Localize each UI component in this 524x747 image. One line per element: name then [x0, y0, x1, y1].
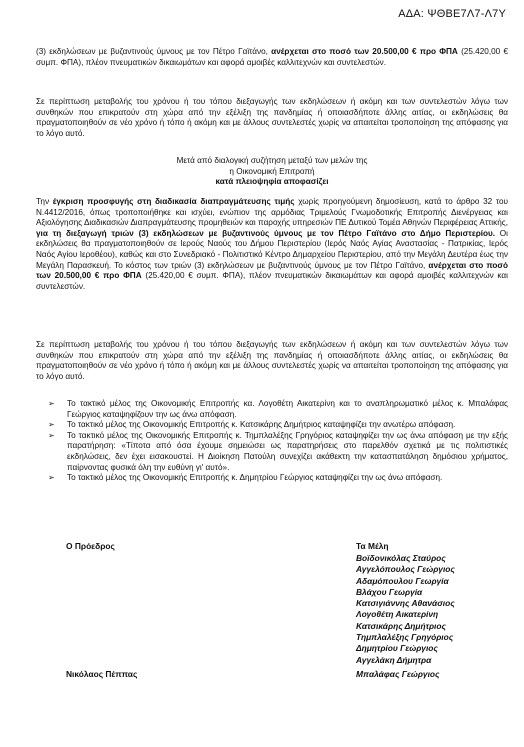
vote-bullet-list — [36, 399, 508, 484]
member-name: Λογοθέτη Αικατερίνη — [356, 609, 439, 620]
list-item — [36, 431, 508, 473]
member-name: Τημπλαλέξης Γρηγόριος — [356, 632, 454, 643]
list-item — [36, 399, 508, 420]
decision-line: η Οικονομική Επιτροπή — [229, 166, 315, 176]
paragraph-text: (25.420,00 € συμπ. ΦΠΑ), πλέον πνευματικών δικαιωμάτων και αφορά αμοιβές καλλιτεχνών και συντελεστών. — [36, 47, 508, 67]
president-title: Ο Πρόεδρος — [66, 541, 115, 551]
list-item — [36, 473, 508, 484]
member-name: Αγγελάκη Δήμητρα — [356, 654, 432, 665]
list-item-text: Το τακτικό μέλος της Οικονομικής Επιτροπής κ. Κατσικάρης Δημήτριος καταψηφίζει την ανωτέρω απόφαση. — [67, 420, 456, 430]
paragraph-approval — [36, 197, 508, 292]
arrow-bullet-icon: ➢ — [48, 420, 55, 430]
paragraph-cost-summary — [36, 47, 508, 68]
ada-code: ΑΔΑ: ΨΘΒΕ7Λ7-Λ7Υ — [398, 8, 506, 20]
list-item-text: Το τακτικό μέλος της Οικονομικής Επιτροπής κ. Δημητρίου Γεώργιος καταψηφίζει την ως άνω απόφαση. — [67, 473, 443, 483]
paragraph-text: Την — [36, 197, 53, 206]
member-name: Αδαμόπουλου Γεωργία — [356, 575, 449, 586]
member-name: Δημητρίου Γεώργιος — [356, 643, 438, 654]
members-title: Τα Μέλη — [356, 541, 389, 551]
decision-line: Μετά από διαλογική συζήτηση μεταξύ των μελών της — [176, 156, 368, 165]
paragraph-change-clause-2: Σε περίπτωση μεταβολής του χρόνου ή του τόπου διεξαγωγής των εκδηλώσεων ή ακόμη και των συντελεστών λόγω των συνθηκών που επικρατούν στη χώρα από την εξέλιξη της πανδημίας ή οποιασδήποτε άλλης αιτίας, οι εκδηλώσεις θα πραγματοποιηθούν σε νέο χρόνο ή τόπο ή ακόμη και με άλλους συντελεστές χωρίς να απαιτείται τροποποίηση της απόφασης για το λόγο αυτό. — [36, 340, 508, 381]
paragraph-bold-amount: ανέρχεται στο ποσό των 20.500,00 € προ ΦΠΑ — [36, 260, 508, 281]
paragraph-bold: έγκριση προσφυγής στη διαδικασία διαπραγμάτευσης τιμής — [52, 197, 295, 206]
member-name: Βοϊδονικόλας Σταύρος — [356, 553, 446, 563]
paragraph-change-clause: Σε περίπτωση μεταβολής του χρόνου ή του τόπου διεξαγωγής των εκδηλώσεων ή ακόμη και των συντελεστών λόγω των συνθηκών που επικρατούν στη χώρα από την εξέλιξη της πανδημίας ή οποιασδήποτε άλλης αιτίας, οι εκδηλώσεις θα πραγματοποιηθούν σε νέο χρόνο ή τόπο ή ακόμη και με άλλους συντελεστές χωρίς να απαιτείται τροποποίηση της απόφασης για το λόγο αυτό. — [36, 97, 508, 138]
member-name: Μπαλάφας Γεώργιος — [356, 669, 440, 679]
arrow-bullet-icon: ➢ — [48, 473, 55, 483]
paragraph-bold: για τη διεξαγωγή τριών (3) εκδηλώσεων με βυζαντινούς ύμνους με τον Πέτρο Γαϊτάνο στο Δήμο Περιστερίου. — [36, 228, 496, 238]
member-name: Αγγελόπουλος Γεώργιος — [356, 564, 455, 575]
list-item-text: Το τακτικό μέλος της Οικονομικής Επιτροπής κ. Τημπλαλέξης Γρηγόριος καταψηφίζει την ως άνω απόφαση με την εξής παρατήρηση: «Τίποτα από όσα έχουμε σημειώσει ως παρατηρήσεις στο παρελθόν σχετικά με τις πολιτιστικές εκδηλώσεις, δεν έχει εισακουστεί. Η Διοίκηση Πατούλη συνεχίζει ακάθεκτη την κατασπατάληση δημόσιου χρήματος, παίρνοντας φυσικά όλη την ευθύνη γι' αυτό». — [67, 430, 508, 472]
list-item — [36, 420, 508, 431]
member-name: Βλάχου Γεωργία — [356, 586, 423, 597]
member-name: Κατσικάρης Δημήτριος — [356, 620, 446, 631]
decision-intro — [36, 156, 508, 188]
list-item-text: Το τακτικό μέλος της Οικονομικής Επιτροπής κα. Λογοθέτη Αικατερίνη και το αναπληρωματικό μέλος κ. Μπαλάφας Γεώργιος καταψηφίζουν την ως άνω απόφαση. — [67, 399, 508, 419]
paragraph-bold-amount: ανέρχεται στο ποσό των 20.500,00 € προ ΦΠΑ — [271, 47, 458, 56]
decision-line-bold: κατά πλειοψηφία αποφασίζει — [215, 177, 329, 187]
member-name: Κατσιγιάννης Αθανάσιος — [356, 598, 455, 609]
president-name: Νικόλαος Πέππας — [66, 669, 138, 679]
paragraph-text: (3) εκδηλώσεων με βυζαντινούς ύμνους με τον Πέτρο Γαϊτάνο, — [36, 47, 272, 56]
arrow-bullet-icon: ➢ — [48, 399, 55, 408]
paragraph-text: (25.420,00 € συμπ. ΦΠΑ), πλέον πνευματικών δικαιωμάτων και αφορά αμοιβές καλλιτεχνών και συντελεστών. — [36, 271, 508, 291]
members-signature-list — [356, 553, 455, 666]
paragraph-text: Οι εκδηλώσεις θα πραγματοποιηθούν σε Ιερούς Ναούς του Δήμου Περιστερίου (Ιερός Ναός Αγίας Αναστασίας - Πατρικίας, Ιερός Ναός Αγίου Ιεροθέου), καθώς και στο Συνεδριακό - Πολιτιστικό Κέντρο Δημαρχείου Περιστερίου, από την Μεγάλη Δευτέρα έως την Μεγάλη Παρασκευή. Το κόστος των τριών (3) εκδηλώσεων με βυζαντινούς ύμνους με τον Πέτρο Γαϊτάνο, — [36, 228, 508, 270]
arrow-bullet-icon: ➢ — [48, 430, 55, 440]
paragraph-text: χωρίς προηγούμενη δημοσίευση, κατά το άρθρο 32 του Ν.4412/2016, όπως τροποποιήθηκε και ισχύει, ενώπιον της αρμόδιας Τριμελούς Γνωμοδοτικής Επιτροπής Διενέργειας και Αξιολόγησης Διαδικασιών Διαπραγμάτευσης προμηθειών και παροχής υπηρεσιών ΠΕ Δυτικού Τομέα Αθηνών Περιφέρειας Αττικής, — [36, 197, 508, 228]
